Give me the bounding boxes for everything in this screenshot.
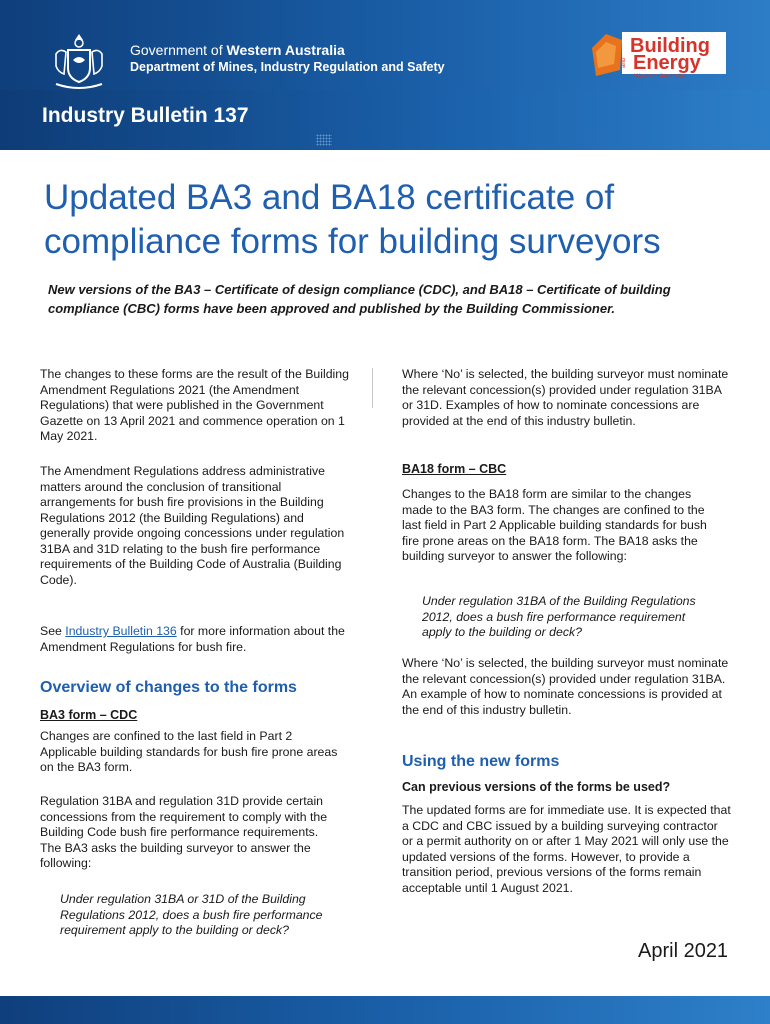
left-paragraph-5: Regulation 31BA and regulation 31D provide certain concessions from the requirement to comply with the Building Code bush fire performance requirements. The BA3 asks the building surveyor to answer the following: xyxy=(40,794,328,870)
using-new-forms-heading: Using the new forms xyxy=(402,753,560,770)
page-footer-band xyxy=(0,996,770,1024)
left-paragraph-3 xyxy=(40,624,352,655)
ba18-heading: BA18 form – CBC xyxy=(402,462,507,476)
left-paragraph-1: The changes to these forms are the result of the Building Amendment Regulations 2021 (the Amendment Regulations) that were published in the Government Gazette on 13 April 2021 and commence operation on 1 May 2021. xyxy=(40,367,349,443)
publication-date: April 2021 xyxy=(638,940,729,962)
ba3-heading: BA3 form – CDC xyxy=(40,708,138,722)
ba18-question-quote: Under regulation 31BA of the Building Regulations 2012, does a bush fire performance requirement apply to the building or deck? xyxy=(422,594,696,639)
department-name: Department of Mines, Industry Regulation and Safety xyxy=(130,60,445,74)
overview-heading: Overview of changes to the forms xyxy=(40,679,297,696)
right-paragraph-3: Where ‘No’ is selected, the building surveyor must nominate the relevant concession(s) provided under regulation 31BA. An example of how to nominate concessions is provided at the end of this industry bulletin. xyxy=(402,656,729,717)
industry-bulletin-136-link[interactable]: Industry Bulletin 136 xyxy=(65,624,177,638)
header-dot-pattern xyxy=(316,134,332,146)
page-title: Updated BA3 and BA18 certificate of compliance forms for building surveyors xyxy=(44,178,661,261)
gov-line1-prefix: Government of xyxy=(130,42,227,58)
logo-subtitle: Western Australia xyxy=(634,73,685,80)
see-text: See xyxy=(40,624,66,638)
government-name xyxy=(130,42,445,76)
wa-coat-of-arms-icon xyxy=(50,30,108,92)
column-divider xyxy=(372,368,373,408)
lead-paragraph: New versions of the BA3 – Certificate of design compliance (CDC), and BA18 – Certificate of building compliance (CBC) forms have been approved and published by the Building Commissioner. xyxy=(48,282,671,316)
more-info-text: for more information about the Amendment Regulations for bush fire. xyxy=(40,624,345,654)
left-paragraph-2: The Amendment Regulations address administrative matters around the conclusion of transitional arrangements for bush fire provisions in the Building Regulations 2012 (the Building Regulations) and generally provide ongoing concessions under regulation 31BA and 31D relating to the bush fire performance requirements of the Building Code of Australia (Building Code). xyxy=(40,464,345,587)
page-header xyxy=(0,0,770,150)
left-paragraph-4: Changes are confined to the last field in Part 2 Applicable building standards for bush fire prone areas on the BA3 form. xyxy=(40,729,338,774)
ba3-question-quote: Under regulation 31BA or 31D of the Building Regulations 2012, does a bush fire performance requirement apply to the building or deck? xyxy=(60,892,323,937)
right-paragraph-4: The updated forms are for immediate use. It is expected that a CDC and CBC issued by a building surveying contractor or a permit authority on or after 1 May 2021 will only use the updated versions of the forms. However, to provide a transition period, previous versions of the forms remain acceptable until 1 August 2021. xyxy=(402,803,731,895)
logo-word-building: Building xyxy=(630,35,710,57)
right-paragraph-1: Where ‘No’ is selected, the building surveyor must nominate the relevant concession(s) provided under regulation 31BA or 31D. Examples of how to nominate concessions are provided at the end of this industry bulletin. xyxy=(402,367,729,428)
building-and-energy-logo xyxy=(590,30,730,80)
bulletin-number: Industry Bulletin 137 xyxy=(42,104,249,127)
logo-word-energy: Energy xyxy=(633,52,701,74)
logo-word-and: and xyxy=(621,57,627,68)
gov-line1-state: Western Australia xyxy=(226,42,345,58)
right-paragraph-2: Changes to the BA18 form are similar to the changes made to the BA3 form. The changes are confined to the last field in Part 2 Applicable building standards for bush fire prone areas on the BA18 form. The BA18 asks the building surveyor to answer the following: xyxy=(402,487,707,563)
previous-versions-heading: Can previous versions of the forms be used? xyxy=(402,780,671,794)
